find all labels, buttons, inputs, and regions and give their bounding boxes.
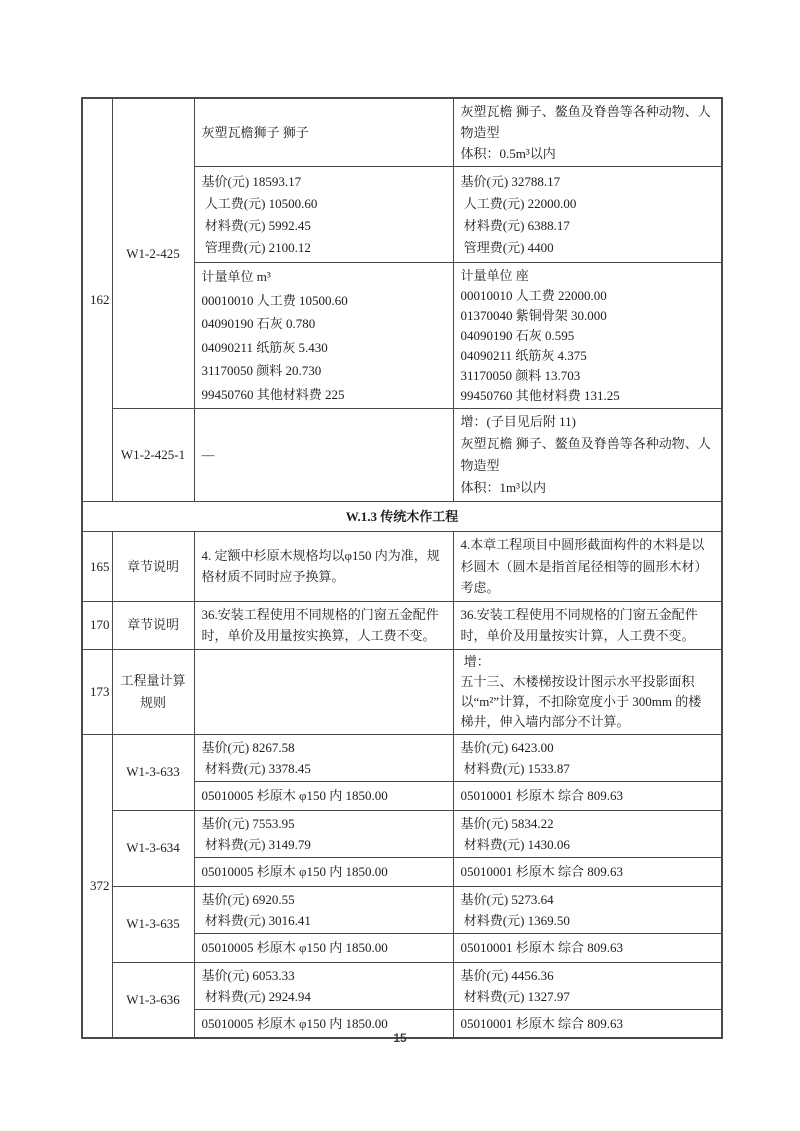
text-line: 04090190 石灰 0.595 (460, 327, 575, 343)
material-right-cell: 05010001 杉原木 综合 809.63 (453, 781, 722, 810)
text-line: 材料费(元) 1327.97 (460, 988, 570, 1004)
material-right-cell: 05010001 杉原木 综合 809.63 (453, 1009, 722, 1038)
material-left-cell: 05010005 杉原木 φ150 内 1850.00 (194, 933, 453, 962)
price-left-cell (194, 886, 453, 933)
text-line: 材料费(元) 1533.87 (460, 760, 570, 776)
text-line: 基价(元) 5834.22 (460, 815, 554, 831)
code-cell: W1-2-425-1 (112, 409, 194, 502)
label-cell: 章节说明 (112, 601, 194, 649)
table-row (82, 886, 722, 933)
code-cell: W1-3-635 (112, 886, 194, 962)
price-right-cell (453, 886, 722, 933)
text-line: 灰塑瓦檐 狮子、鳌鱼及脊兽等各种动物、人物造型 (460, 104, 711, 140)
section-header-row (82, 502, 722, 532)
table-row (82, 98, 722, 167)
price-right-cell (453, 810, 722, 857)
pricing-table (81, 97, 723, 1039)
desc-right-cell (453, 409, 722, 502)
note-left-cell: 36.安装工程使用不同规格的门窗五金配件时，单价及用量按实换算，人工费不变。 (194, 601, 453, 649)
text-line: 增： (460, 653, 490, 669)
text-line: 04090190 石灰 0.780 (201, 316, 316, 331)
text-line: 材料费(元) 3016.41 (201, 912, 311, 928)
code-cell: W1-3-636 (112, 962, 194, 1038)
text-line: 31170050 颜料 13.703 (460, 367, 581, 383)
text-line: 基价(元) 8267.58 (201, 739, 295, 755)
text-line: 基价(元) 32788.17 (460, 173, 561, 189)
text-line: 00010010 人工费 22000.00 (460, 287, 607, 303)
text-line: 01370040 紫铜骨架 30.000 (460, 307, 607, 323)
row-number-cell: 165 (82, 532, 112, 602)
dash-cell: — (194, 409, 453, 502)
table-row (82, 734, 722, 781)
text-line: 04090211 纸筋灰 4.375 (460, 347, 587, 363)
price-left-cell (194, 167, 453, 263)
note-left-cell: 4. 定额中杉原木规格均以φ150 内为准，规格材质不同时应予换算。 (194, 532, 453, 602)
text-line: 材料费(元) 6388.17 (460, 217, 570, 233)
text-line: 31170050 颜料 20.730 (201, 363, 322, 378)
row-number-cell: 162 (82, 98, 112, 502)
materials-right-cell (453, 263, 722, 409)
text-line: 管理费(元) 2100.12 (201, 239, 311, 255)
text-line: 基价(元) 4456.36 (460, 967, 554, 983)
text-line: 计量单位 座 (460, 267, 529, 283)
code-cell: W1-3-634 (112, 810, 194, 886)
row-number-cell: 170 (82, 601, 112, 649)
text-line: 管理费(元) 4400 (460, 239, 554, 255)
section-title: W.1.3 传统木作工程 (82, 502, 722, 532)
text-line: 04090211 纸筋灰 5.430 (201, 339, 328, 355)
text-line: 99450760 其他材料费 131.25 (460, 387, 620, 403)
table-row (82, 601, 722, 649)
note-right-cell: 4.本章工程项目中圆形截面构件的木料是以杉圆木（圆木是指首尾径相等的圆形木材）考虑。 (453, 532, 722, 602)
text-line: 99450760 其他材料费 225 (201, 386, 345, 402)
row-number-cell: 173 (82, 649, 112, 734)
material-right-cell: 05010001 杉原木 综合 809.63 (453, 933, 722, 962)
desc-right-cell (453, 98, 722, 167)
price-left-cell (194, 734, 453, 781)
text-line: 材料费(元) 3149.79 (201, 836, 311, 852)
text-line: 灰塑瓦檐 狮子、鳌鱼及脊兽等各种动物、人物造型 (460, 436, 711, 473)
text-line: 材料费(元) 1430.06 (460, 836, 570, 852)
materials-left-cell (194, 263, 453, 409)
table-row (82, 810, 722, 857)
material-left-cell: 05010005 杉原木 φ150 内 1850.00 (194, 781, 453, 810)
desc-left-cell: 灰塑瓦檐狮子 狮子 (194, 98, 453, 167)
material-left-cell: 05010005 杉原木 φ150 内 1850.00 (194, 1009, 453, 1038)
text-line: 体积：0.5m³以内 (460, 146, 556, 161)
text-line: 人工费(元) 10500.60 (201, 195, 318, 211)
text-line: 五十三、木楼梯按设计图示水平投影面积以“m²”计算，不扣除宽度小于 300mm 的楼梯井，伸入墙内部分不计算。 (460, 673, 702, 729)
text-line: 基价(元) 6053.33 (201, 967, 295, 983)
table-row (82, 532, 722, 602)
text-line: 材料费(元) 1369.50 (460, 912, 570, 928)
text-line: 材料费(元) 5992.45 (201, 217, 311, 233)
price-left-cell (194, 810, 453, 857)
note-right-cell: 36.安装工程使用不同规格的门窗五金配件时，单价及用量按实计算，人工费不变。 (453, 601, 722, 649)
text-line: 计量单位 m³ (201, 269, 271, 284)
text-line: 材料费(元) 3378.45 (201, 760, 311, 776)
text-line: 体积：1m³以内 (460, 480, 547, 495)
text-line: 基价(元) 6423.00 (460, 739, 554, 755)
text-line: 基价(元) 5273.64 (460, 891, 554, 907)
blank-cell (194, 649, 453, 734)
text-line: 00010010 人工费 10500.60 (201, 292, 348, 308)
table-row (82, 649, 722, 734)
table-row (82, 962, 722, 1009)
text-line: 基价(元) 6920.55 (201, 891, 295, 907)
code-cell: W1-2-425 (112, 98, 194, 409)
row-number-cell: 372 (82, 734, 112, 1038)
text-line: 增：(子目见后附 11) (460, 414, 576, 429)
text-line: 材料费(元) 2924.94 (201, 988, 311, 1004)
text-line: 基价(元) 18593.17 (201, 173, 302, 189)
price-left-cell (194, 962, 453, 1009)
text-line: 基价(元) 7553.95 (201, 815, 295, 831)
table-row (82, 409, 722, 502)
material-left-cell: 05010005 杉原木 φ150 内 1850.00 (194, 857, 453, 886)
text-line: 人工费(元) 22000.00 (460, 195, 577, 211)
page-number: 15 (393, 1031, 407, 1045)
price-right-cell (453, 167, 722, 263)
note-right-cell (453, 649, 722, 734)
code-cell: W1-3-633 (112, 734, 194, 810)
label-cell: 工程量计算规则 (112, 649, 194, 734)
price-right-cell (453, 962, 722, 1009)
price-right-cell (453, 734, 722, 781)
label-cell: 章节说明 (112, 532, 194, 602)
material-right-cell: 05010001 杉原木 综合 809.63 (453, 857, 722, 886)
